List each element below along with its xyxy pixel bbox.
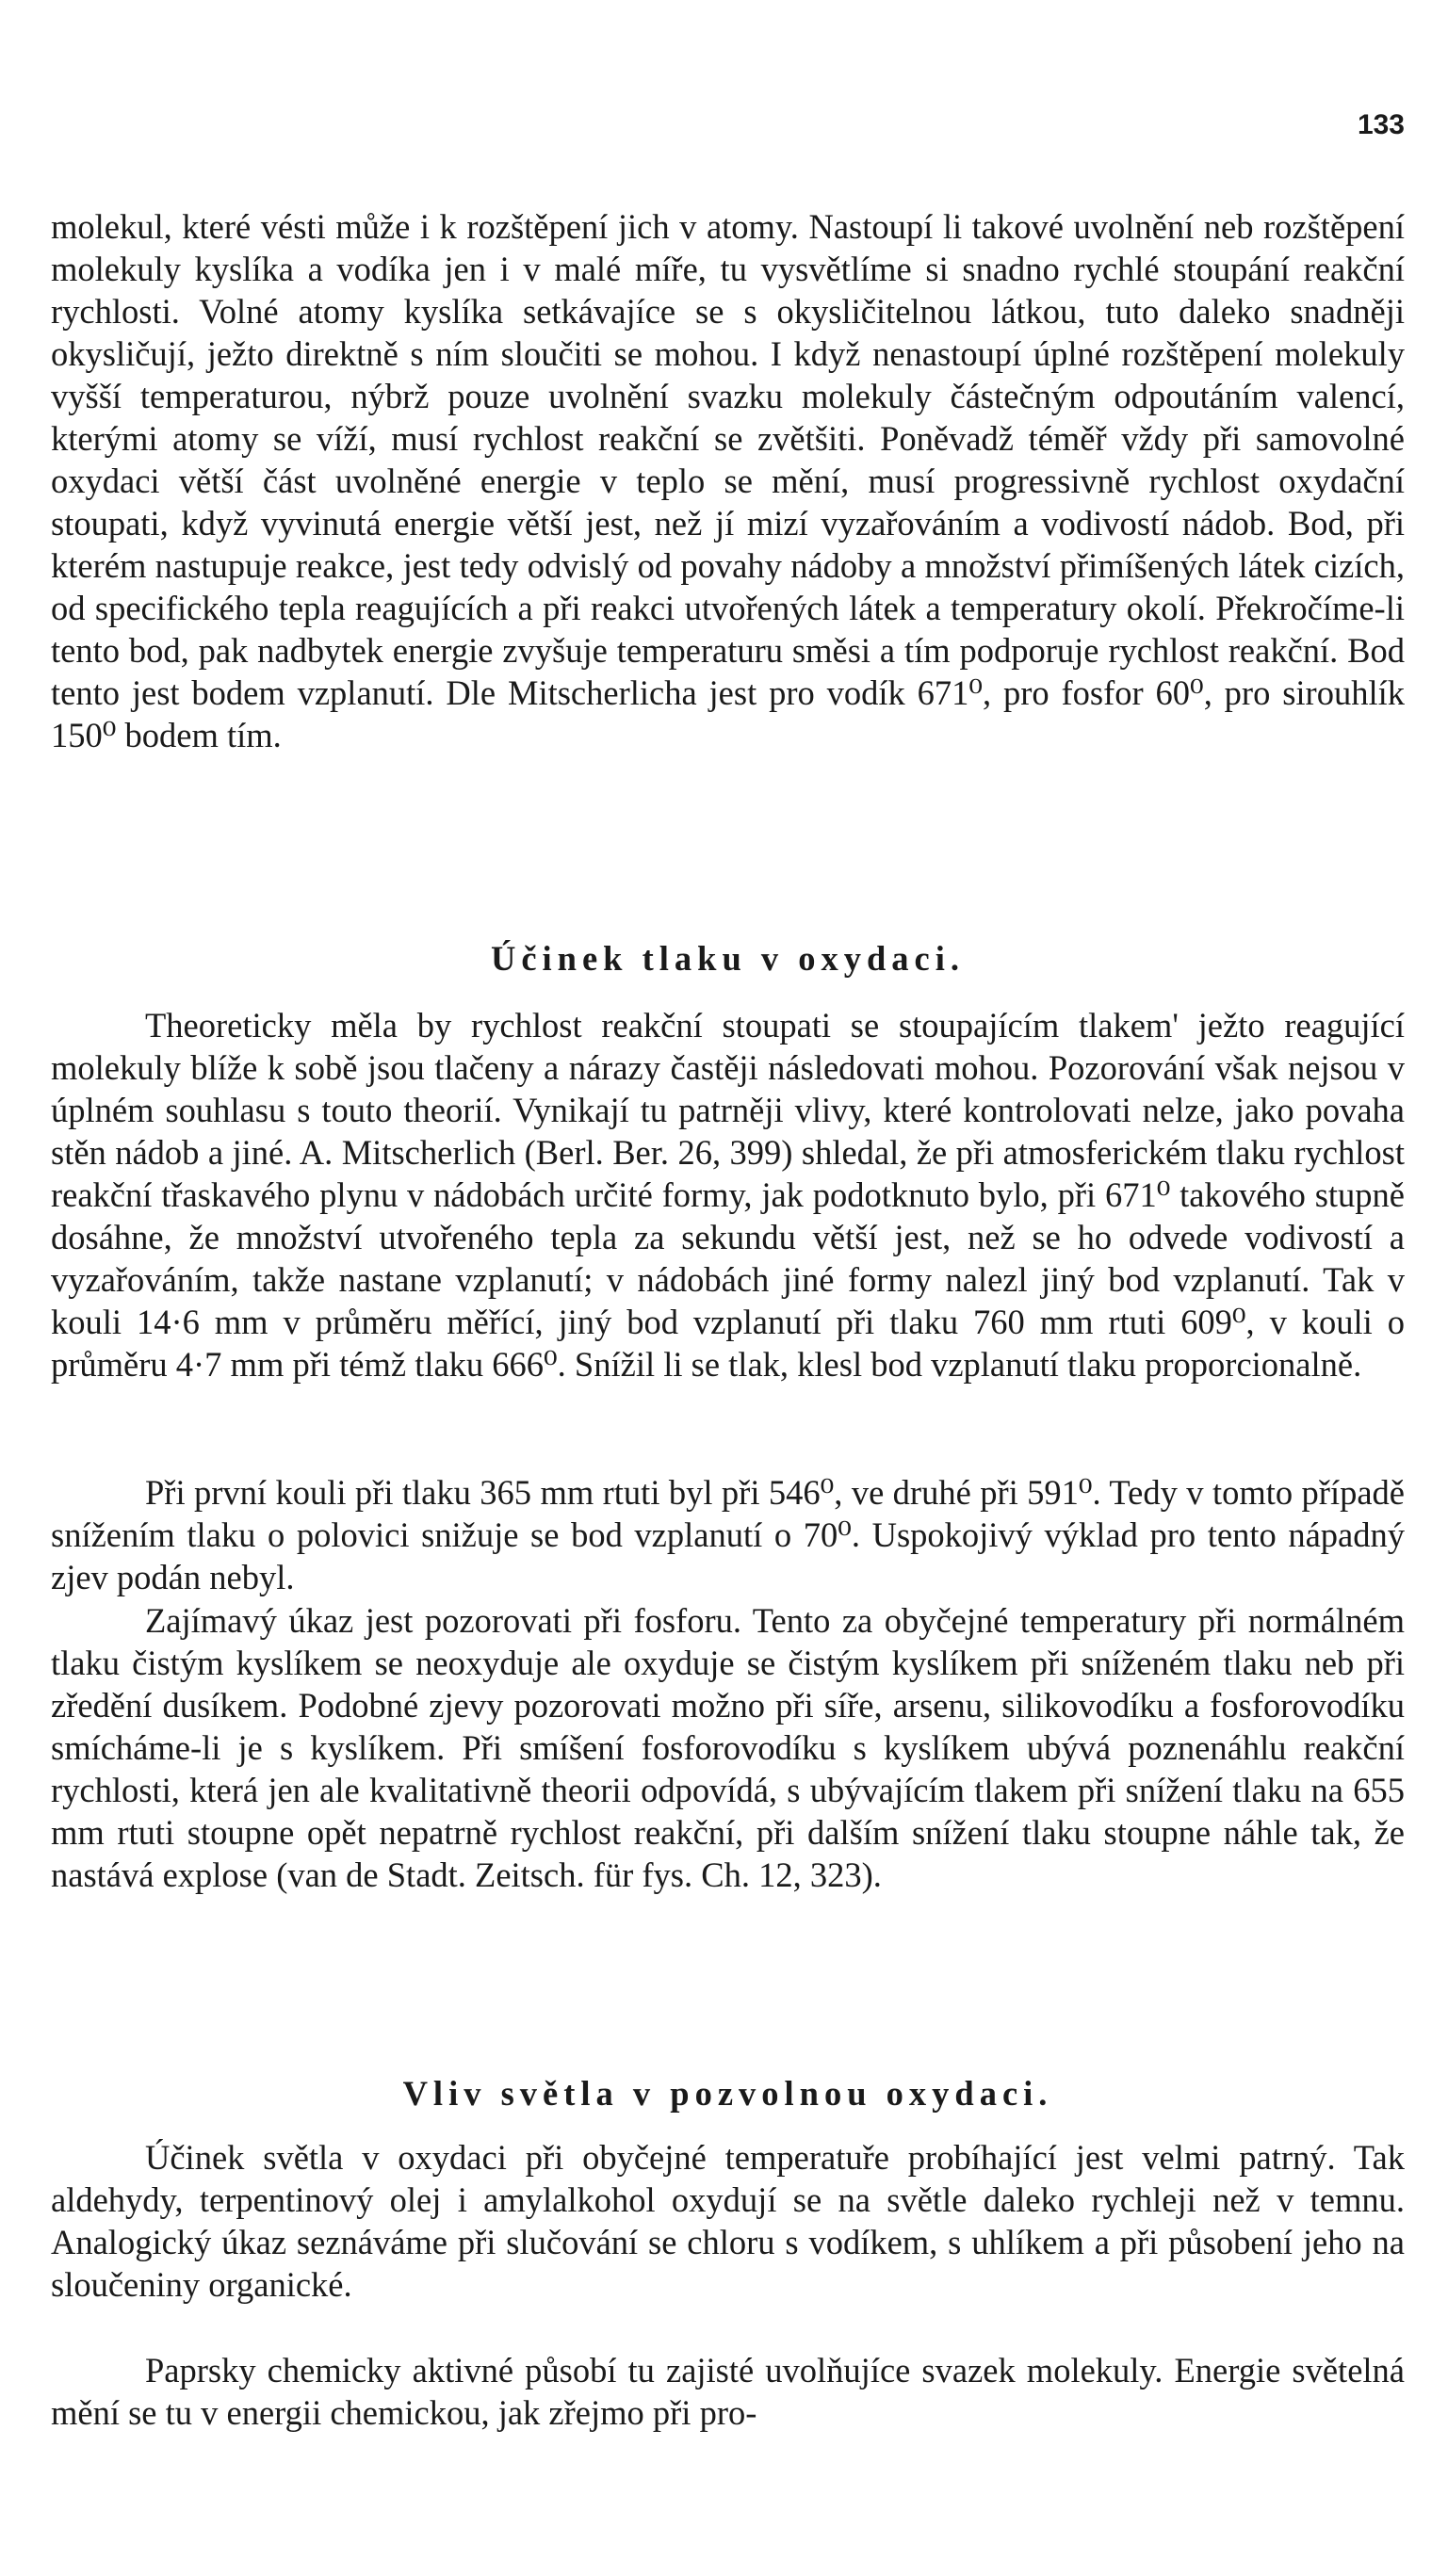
book-page [51,0,1405,2576]
paragraph: Theoreticky měla by rychlost reakční stoupati se stoupajícím tlakem' ježto reagující molekuly blíže k sobě jsou tlačeny a nárazy častěji následovati mohou. Pozorování však nejsou v úplném souhlasu s touto theorií. Vynikají tu patrněji vlivy, které kontrolovati nelze, jako povaha stěn nádob a jiné. A. Mitscherlich (Berl. Ber. 26, 399) shledal, že při atmosferickém tlaku rychlost reakční třaskavého plynu v nádobách určité formy, jak podotknuto bylo, při 671⁰ takového stupně dosáhne, že množství utvořeného tepla za sekundu větší jest, než se ho odvede vodivostí a vyzařováním, takže nastane vzplanutí; v nádobách jiné formy nalezl jiný bod vzplanutí. Tak v kouli 14·6 mm v průměru měřící, jiný bod vzplanutí při tlaku 760 mm rtuti 609⁰, v kouli o průměru 4·7 mm při témž tlaku 666⁰. Snížil li se tlak, klesl bod vzplanutí tlaku proporcionalně. [51,1006,1405,1384]
section-heading-pressure: Účinek tlaku v oxydaci. [490,939,966,978]
section-heading-light: Vliv světla v pozvolnou oxydaci. [402,2074,1053,2113]
paragraph: molekul, které vésti může i k rozštěpení jich v atomy. Nastoupí li takové uvolnění neb rozštěpení molekuly kyslíka a vodíka jen i v malé míře, tu vysvětlíme si snadno rychlé stoupání reakční rychlosti. Volné atomy kyslíka setkávajíce se s okysličitelnou látkou, tuto daleko snadněji okysličují, ježto direktně s ním sloučiti se mohou. I když nenastoupí úplné rozštěpení molekuly vyšší temperaturou, nýbrž pouze uvolnění svazku molekuly částečným odpoutáním valencí, kterými atomy se víží, musí rychlost reakční se zvětšiti. Poněvadž téměř vždy při samovolné oxydaci větší část uvolněné energie v teplo se mění, musí progressivně rychlost oxydační stoupati, když vyvinutá energie větší jest, než jí mizí vyzařováním a vodivostí nádob. Bod, při kterém nastupuje reakce, jest tedy odvislý od povahy nádoby a množství přimíšených látek cizích, od specifického tepla reagujících a při reakci utvořených látek a temperatury okolí. Překročíme-li tento bod, pak nadbytek energie zvyšuje temperaturu směsi a tím podporuje rychlost reakční. Bod tento jest bodem vzplanutí. Dle Mitscherlicha jest pro vodík 671⁰, pro fosfor 60⁰, pro sirouhlík 150⁰ bodem tím. [51,207,1405,754]
page-number: 133 [1357,109,1405,140]
paragraph: Zajímavý úkaz jest pozorovati při fosforu. Tento za obyčejné temperatury při normálném tlaku čistým kyslíkem se neoxyduje ale oxyduje se čistým kyslíkem při sníženém tlaku neb při zředění dusíkem. Podobné zjevy pozorovati možno při síře, arsenu, silikovodíku a fosforovodíku smícháme-li je s kyslíkem. Při smíšení fosforovodíku s kyslíkem ubývá poznenáhlu reakční rychlosti, která jen ale kvalitativně theorii odpovídá, s ubývajícím tlakem při snížení tlaku na 655 mm rtuti stoupne opět nepatrně rychlost reakční, při dalším snížení tlaku stoupne náhle tak, že nastává explose (van de Stadt. Zeitsch. für fys. Ch. 12, 323). [51,1601,1405,1894]
paragraph: Účinek světla v oxydaci při obyčejné temperatuře probíhající jest velmi patrný. Tak aldehydy, terpentinový olej i amylalkohol oxydují se na světle daleko rychleji než v temnu. Analogický úkaz seznáváme při slučování se chloru s vodíkem, s uhlíkem a při působení jeho na sloučeniny organické. [51,2138,1405,2304]
paragraph: Paprsky chemicky aktivné působí tu zajisté uvolňujíce svazek molekuly. Energie světelná mění se tu v energii chemickou, jak zřejmo při pro- [51,2351,1405,2432]
paragraph: Při první kouli při tlaku 365 mm rtuti byl při 546⁰, ve druhé při 591⁰. Tedy v tomto případě snížením tlaku o polovici snižuje se bod vzplanutí o 70⁰. Uspokojivý výklad pro tento nápadný zjev podán nebyl. [51,1473,1405,1596]
